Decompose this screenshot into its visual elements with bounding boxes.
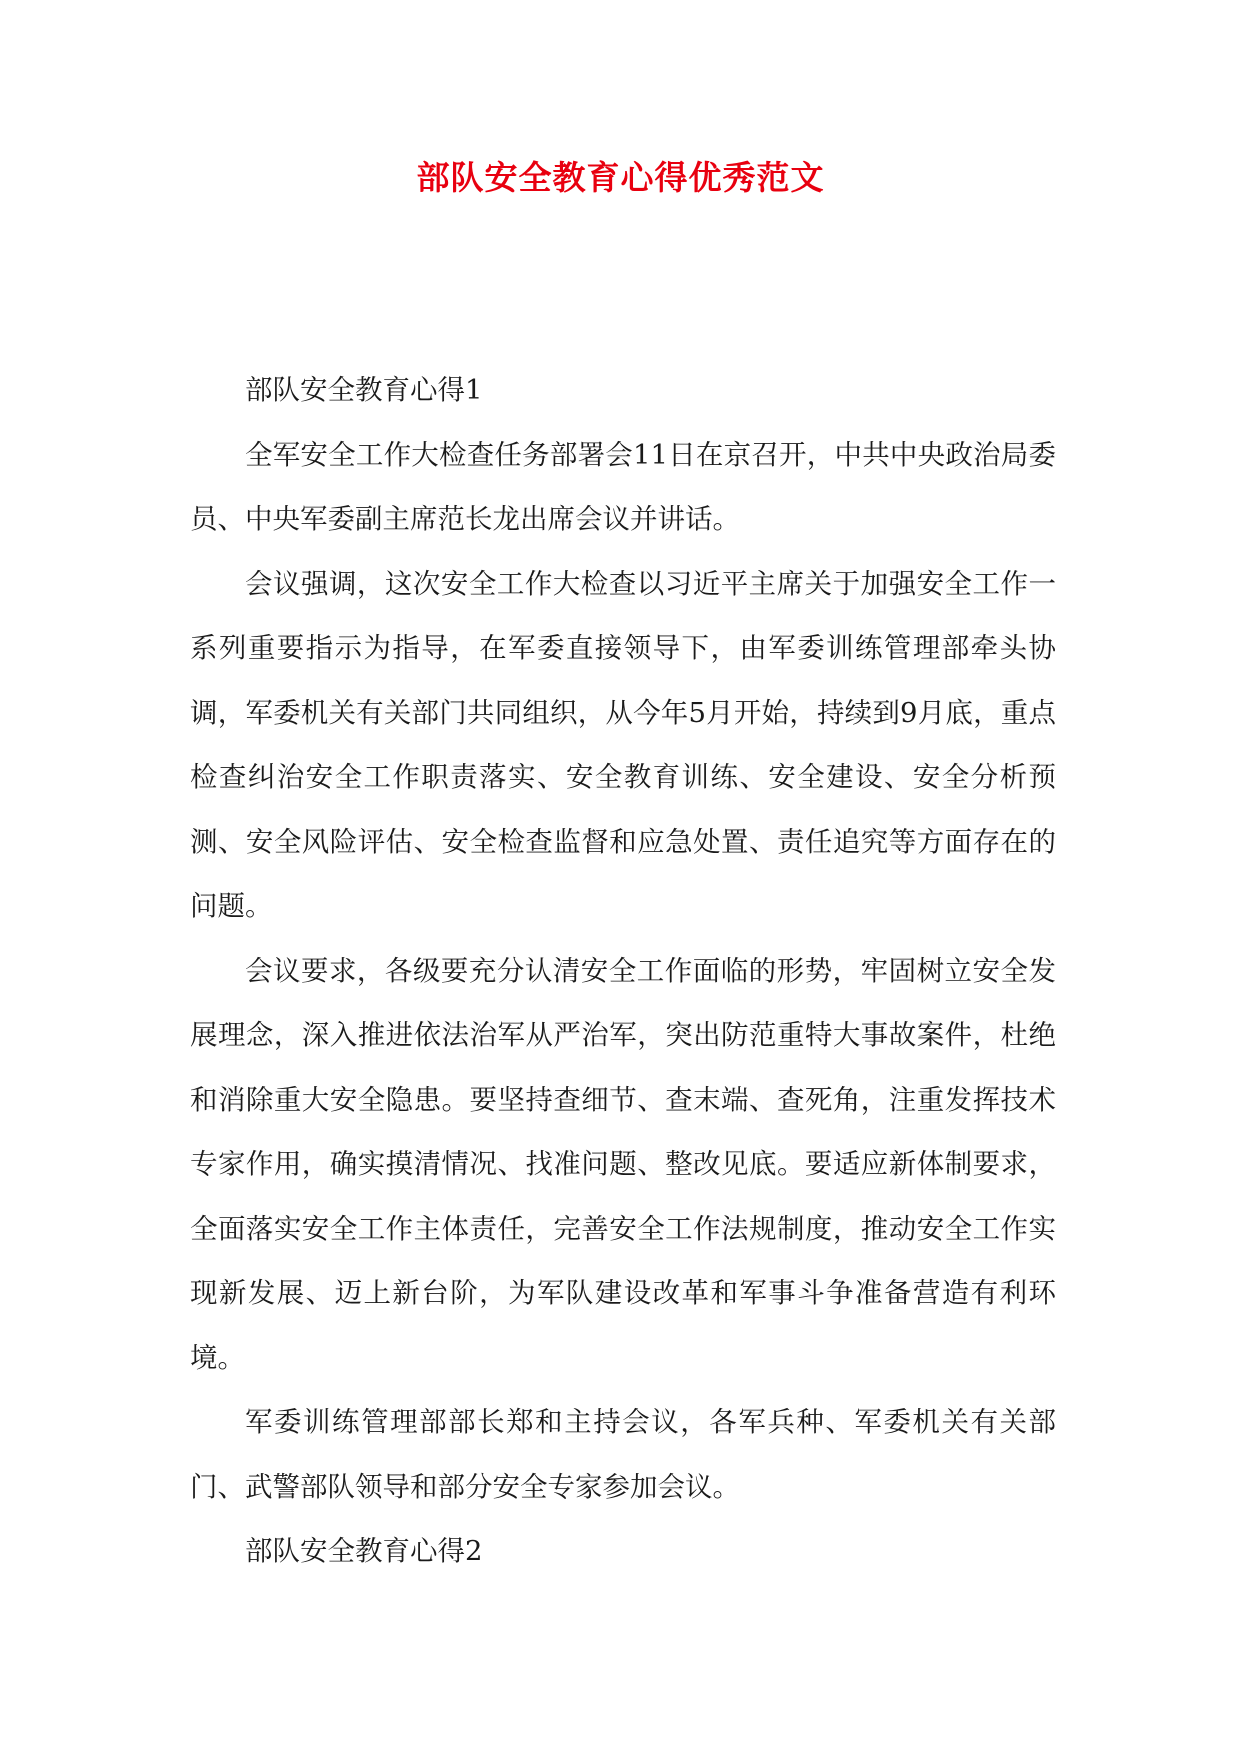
paragraph: 军委训练管理部部长郑和主持会议，各军兵种、军委机关有关部门、武警部队领导和部分安全专家参加会议。 [190,1406,1056,1503]
paragraph: 全军安全工作大检查任务部署会11日在京召开，中共中央政治局委员、中央军委副主席范长龙出席会议并讲话。 [190,438,1056,535]
section-heading-2: 部队安全教育心得2 [245,1535,483,1567]
paragraph: 会议要求，各级要充分认清安全工作面临的形势，牢固树立安全发展理念，深入推进依法治军从严治军，突出防范重特大事故案件，杜绝和消除重大安全隐患。要坚持查细节、查末端、查死角，注重发挥技术专家作用，确实摸清情况、找准问题、整改见底。要适应新体制要求，全面落实安全工作主体责任，完善安全工作法规制度，推动安全工作实现新发展、迈上新台阶，为军队建设改革和军事斗争准备营造有利环境。 [190,954,1056,1374]
section-heading-1: 部队安全教育心得1 [245,374,483,406]
document-body [190,358,1056,1584]
paragraph: 会议强调，这次安全工作大检查以习近平主席关于加强安全工作一系列重要指示为指导，在军委直接领导下，由军委训练管理部牵头协调，军委机关有关部门共同组织，从今年5月开始，持续到9月底，重点检查纠治安全工作职责落实、安全教育训练、安全建设、安全分析预测、安全风险评估、安全检查监督和应急处置、责任追究等方面存在的问题。 [190,567,1056,922]
document-title: 部队安全教育心得优秀范文 [416,158,825,197]
